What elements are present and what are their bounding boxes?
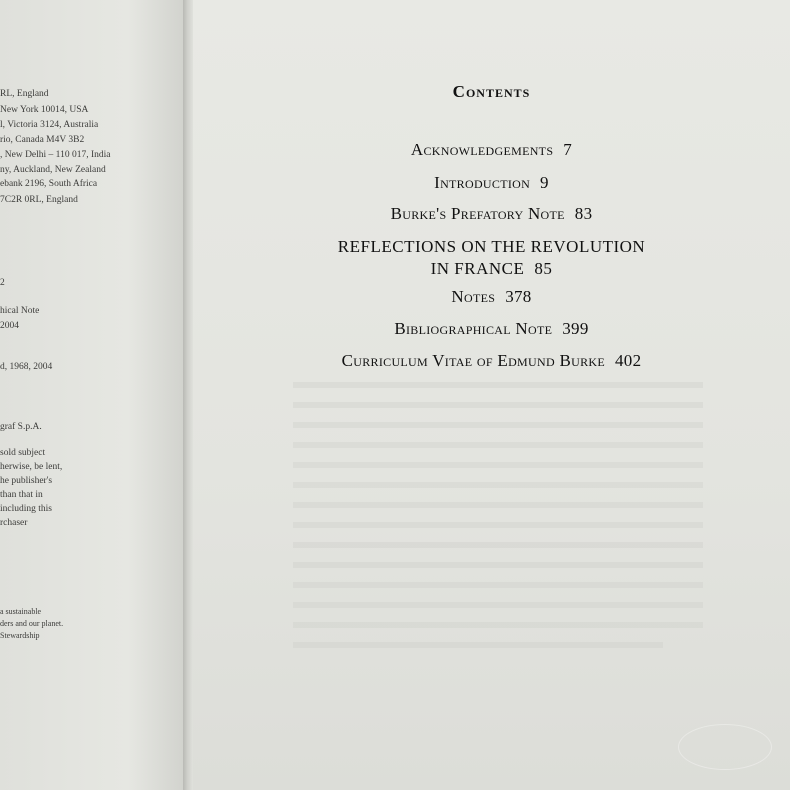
- toc-entry-label: Acknowledgements: [410, 140, 554, 159]
- imprint-line: sold subject: [0, 448, 46, 458]
- toc-entry-label: Curriculum Vitae of Edmund Burke: [341, 351, 605, 370]
- imprint-line: hical Note: [0, 306, 40, 316]
- imprint-line: a sustainable: [0, 607, 42, 616]
- toc-entry-notes: [193, 287, 790, 307]
- toc-page-number: 399: [562, 319, 589, 338]
- imprint-line: rchaser: [0, 518, 28, 528]
- toc-page-number: 83: [574, 204, 593, 223]
- imprint-line: l, Victoria 3124, Australia: [0, 120, 99, 130]
- imprint-line: 7C2R 0RL, England: [0, 195, 78, 205]
- imprint-line: Stewardship: [0, 631, 40, 640]
- imprint-line: than that in: [0, 490, 43, 500]
- contents-title: Contents: [452, 82, 531, 101]
- left-page-imprint: [0, 0, 183, 790]
- toc-entry-label-line2: IN FRANCE: [430, 259, 525, 278]
- imprint-line: 2: [0, 278, 5, 288]
- imprint-line: ny, Auckland, New Zealand: [0, 165, 106, 175]
- toc-entry-acknowledgements: [193, 140, 790, 160]
- toc-entry-reflections: [193, 236, 790, 280]
- imprint-line: he publisher's: [0, 476, 53, 486]
- toc-entry-prefatory-note: [193, 204, 790, 224]
- watermark-stamp: [678, 724, 772, 770]
- imprint-line: New York 10014, USA: [0, 105, 89, 115]
- imprint-line: ebank 2196, South Africa: [0, 179, 98, 189]
- toc-page-number: 7: [563, 140, 573, 159]
- toc-page-number: 402: [614, 351, 642, 370]
- toc-entry-label: Notes: [451, 287, 496, 306]
- imprint-line: d, 1968, 2004: [0, 362, 53, 372]
- show-through-texture: [193, 0, 790, 790]
- toc-entry-label-line1: REFLECTIONS ON THE REVOLUTION: [337, 237, 646, 256]
- imprint-line: ders and our planet.: [0, 619, 64, 628]
- toc-page-number: 378: [505, 287, 532, 306]
- imprint-line: RL, England: [0, 89, 49, 99]
- imprint-line: herwise, be lent,: [0, 462, 63, 472]
- imprint-line: 2004: [0, 321, 19, 331]
- toc-entry-label: Burke's Prefatory Note: [390, 204, 565, 223]
- toc-entry-curriculum-vitae: [193, 351, 790, 371]
- book-gutter: [183, 0, 193, 790]
- imprint-line: rio, Canada M4V 3B2: [0, 135, 85, 145]
- right-page-contents: [193, 0, 790, 790]
- toc-entry-label: Bibliographical Note: [394, 319, 553, 338]
- imprint-line: graf S.p.A.: [0, 422, 42, 432]
- toc-entry-introduction: [193, 173, 790, 193]
- toc-entry-bibliographical-note: [193, 319, 790, 339]
- toc-entry-label: Introduction: [434, 173, 531, 192]
- imprint-line: including this: [0, 504, 52, 514]
- imprint-line: , New Delhi – 110 017, India: [0, 150, 111, 160]
- toc-page-number: 9: [540, 173, 549, 192]
- toc-page-number: 85: [534, 259, 553, 278]
